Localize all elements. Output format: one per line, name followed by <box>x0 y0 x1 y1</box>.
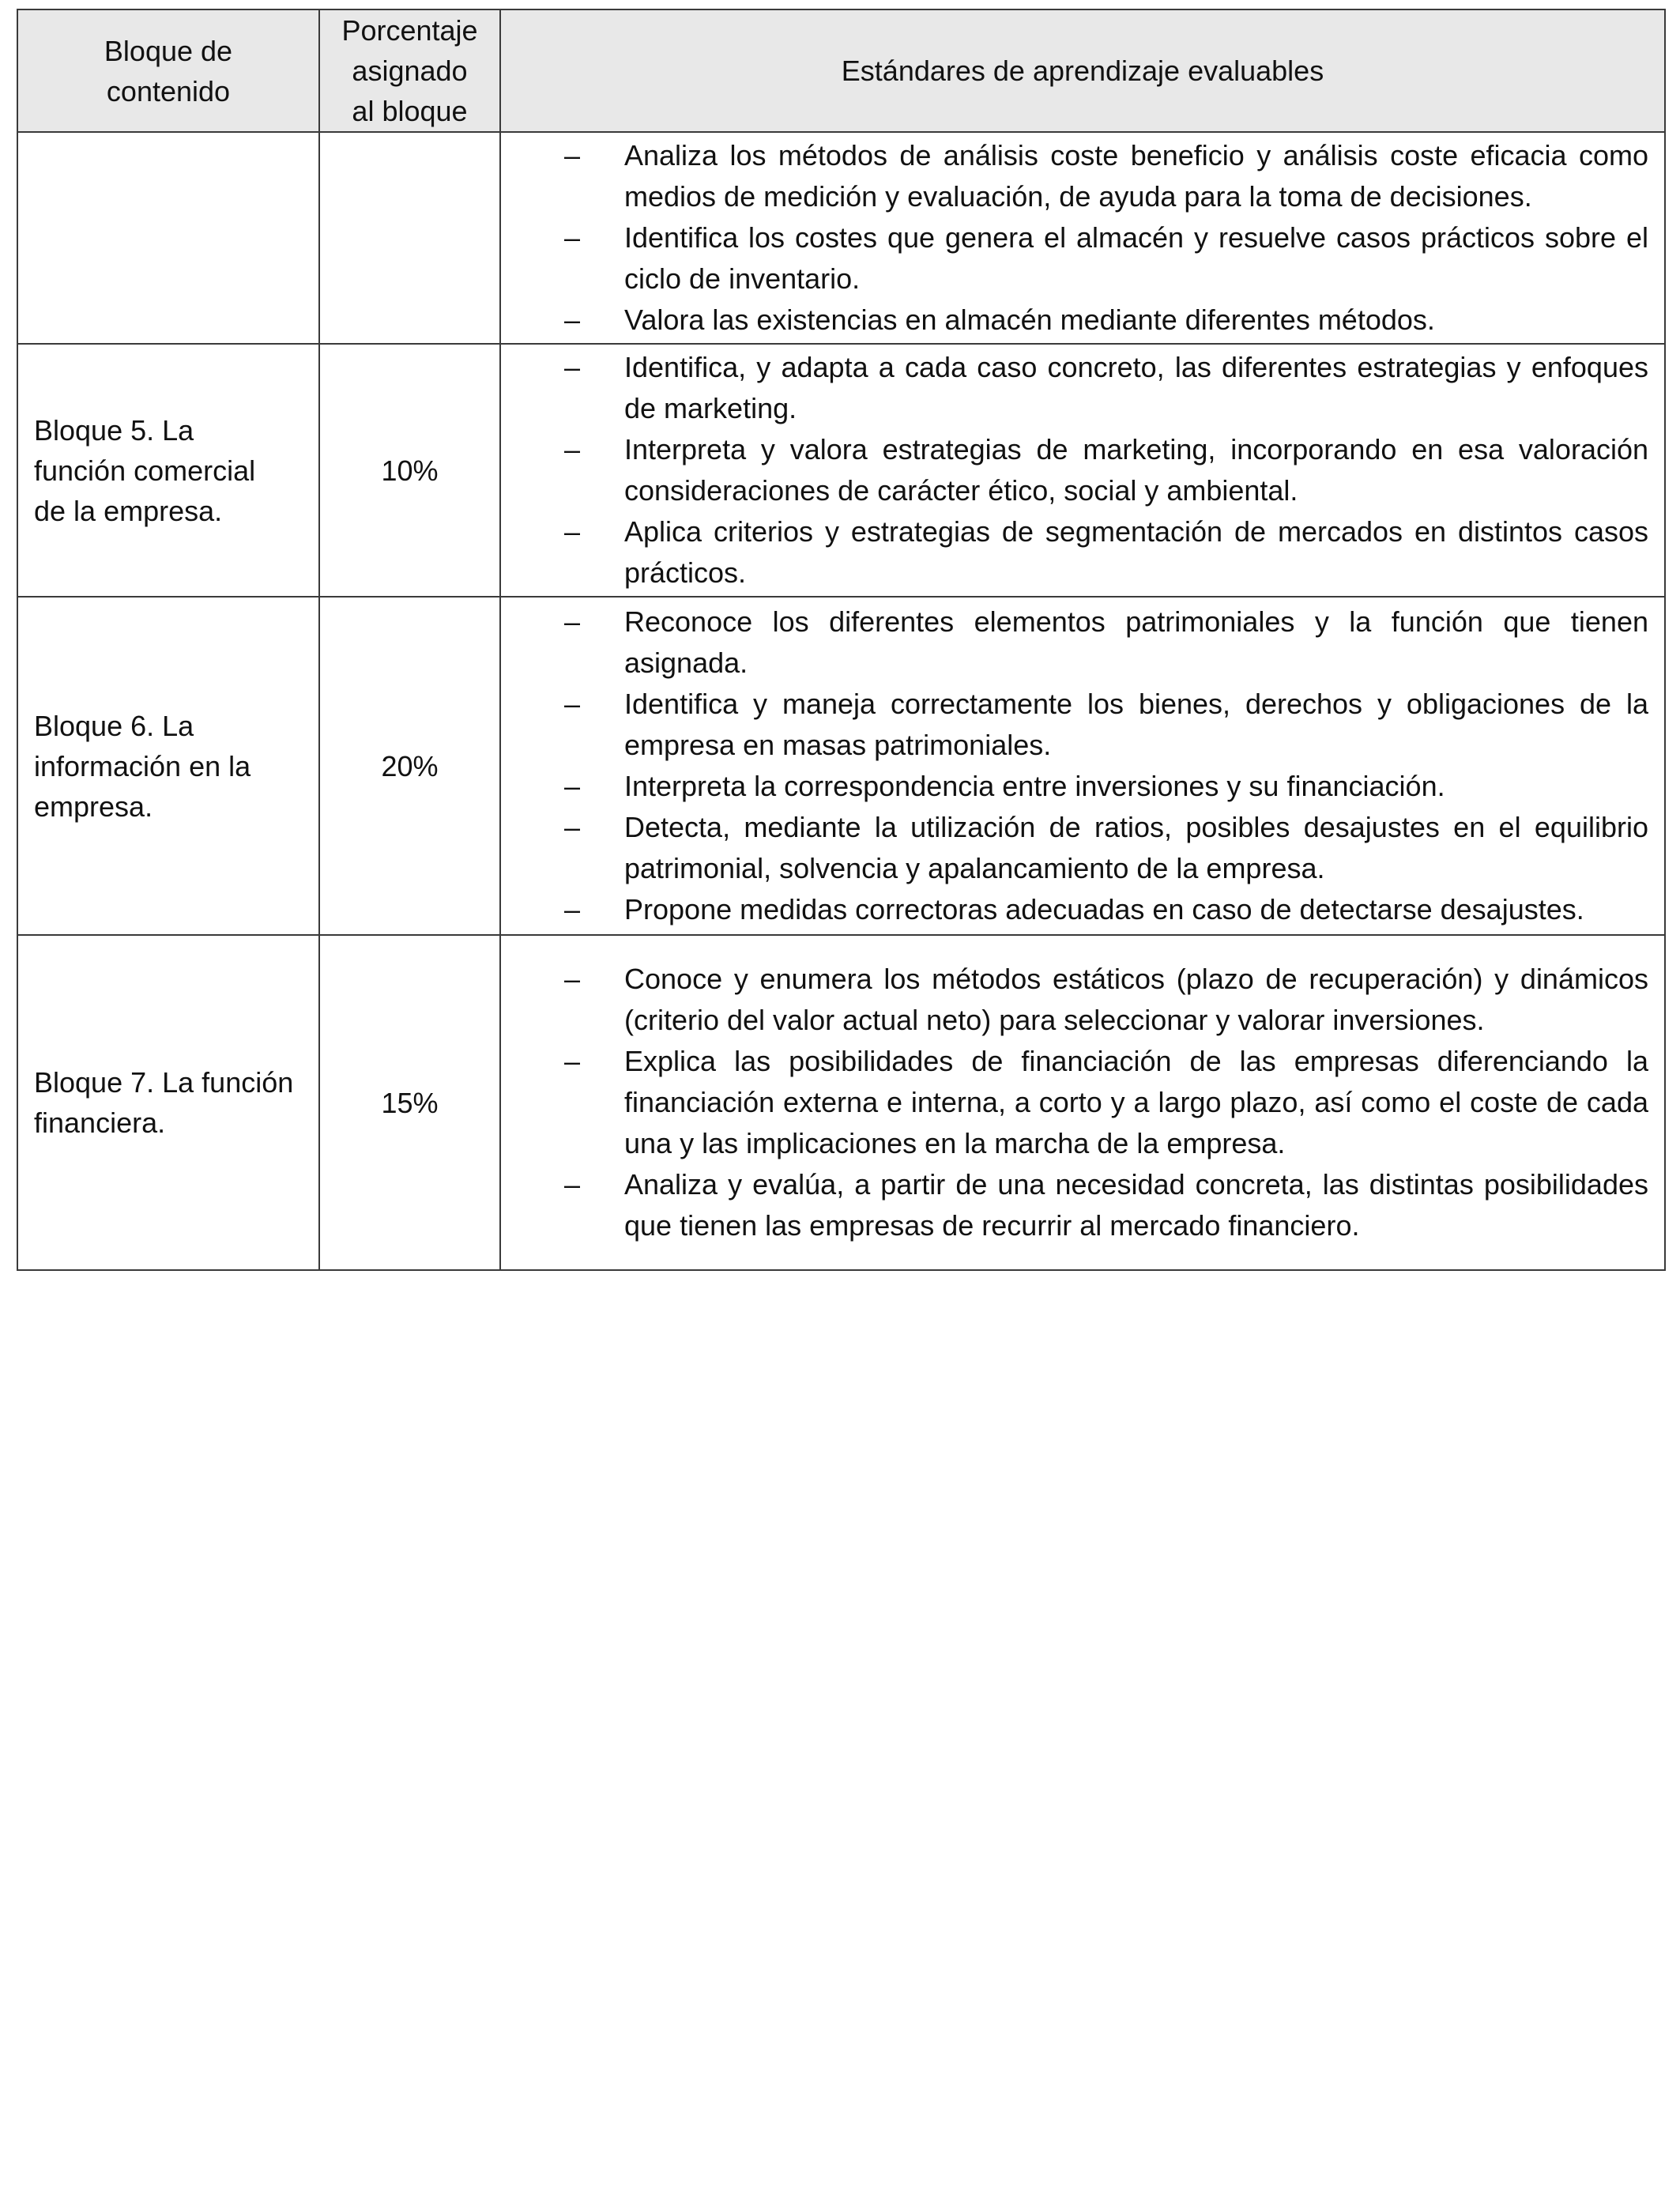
list-item <box>501 1164 1648 1246</box>
header-percentage: Porcentaje asignado al bloque <box>319 9 500 132</box>
block-cell: Bloque 7. La función financiera. <box>17 935 319 1270</box>
dash-bullet: – <box>564 1045 581 1077</box>
percentage-cell: 10% <box>319 344 500 597</box>
standards-cell <box>500 597 1665 935</box>
percentage-cell <box>319 132 500 344</box>
list-item <box>501 889 1648 930</box>
standard-text: Conoce y enumera los métodos estáticos (plazo de recuperación) y dinámicos (criterio del valor actual neto) para seleccionar y valorar inversiones. <box>624 963 1648 1036</box>
dash-bullet: – <box>564 688 581 720</box>
list-item <box>501 601 1648 684</box>
standards-cell <box>500 935 1665 1270</box>
percentage-cell: 15% <box>319 935 500 1270</box>
table-row <box>17 344 1665 597</box>
standard-text: Propone medidas correctoras adecuadas en caso de detectarse desajustes. <box>624 893 1584 925</box>
standards-list <box>501 959 1648 1246</box>
table-row <box>17 132 1665 344</box>
header-standards: Estándares de aprendizaje evaluables <box>500 9 1665 132</box>
dash-bullet: – <box>564 433 581 466</box>
standard-text: Explica las posibilidades de financiación de las empresas diferenciando la financiación externa e interna, a corto y a largo plazo, así como el coste de cada una y las implicaciones en la marcha de la empresa. <box>624 1045 1648 1159</box>
dash-bullet: – <box>564 893 581 925</box>
standard-text: Interpreta la correspondencia entre inversiones y su financiación. <box>624 770 1445 802</box>
table-row <box>17 935 1665 1270</box>
block-cell <box>17 132 319 344</box>
standards-list <box>501 347 1648 594</box>
dash-bullet: – <box>564 605 581 638</box>
standard-text: Aplica criterios y estrategias de segmentación de mercados en distintos casos prácticos. <box>624 515 1648 589</box>
list-item <box>501 135 1648 217</box>
standard-text: Identifica los costes que genera el almacén y resuelve casos prácticos sobre el ciclo de inventario. <box>624 221 1648 295</box>
document-page <box>17 9 1664 1271</box>
standard-text: Analiza los métodos de análisis coste beneficio y análisis coste eficacia como medios de medición y evaluación, de ayuda para la toma de decisiones. <box>624 139 1648 213</box>
standard-text: Interpreta y valora estrategias de marketing, incorporando en esa valoración consideraciones de carácter ético, social y ambiental. <box>624 433 1648 507</box>
dash-bullet: – <box>564 963 581 995</box>
list-item <box>501 347 1648 429</box>
standard-text: Detecta, mediante la utilización de ratios, posibles desajustes en el equilibrio patrimonial, solvencia y apalancamiento de la empresa. <box>624 811 1648 884</box>
list-item <box>501 300 1648 341</box>
list-item <box>501 511 1648 594</box>
dash-bullet: – <box>564 351 581 383</box>
percentage-cell: 20% <box>319 597 500 935</box>
dash-bullet: – <box>564 221 581 254</box>
dash-bullet: – <box>564 1168 581 1201</box>
block-cell: Bloque 6. La información en la empresa. <box>17 597 319 935</box>
dash-bullet: – <box>564 515 581 548</box>
block-cell: Bloque 5. La función comercial de la empresa. <box>17 344 319 597</box>
dash-bullet: – <box>564 770 581 802</box>
table-header-row <box>17 9 1665 132</box>
standards-table <box>17 9 1666 1271</box>
standards-cell <box>500 344 1665 597</box>
list-item <box>501 766 1648 807</box>
standards-list <box>501 135 1648 341</box>
list-item <box>501 959 1648 1041</box>
list-item <box>501 807 1648 889</box>
table-row <box>17 597 1665 935</box>
dash-bullet: – <box>564 139 581 172</box>
dash-bullet: – <box>564 811 581 843</box>
list-item <box>501 217 1648 300</box>
standard-text: Reconoce los diferentes elementos patrimoniales y la función que tienen asignada. <box>624 605 1648 679</box>
standard-text: Valora las existencias en almacén mediante diferentes métodos. <box>624 303 1435 336</box>
standard-text: Identifica, y adapta a cada caso concreto, las diferentes estrategias y enfoques de marketing. <box>624 351 1648 424</box>
list-item <box>501 1041 1648 1164</box>
standard-text: Analiza y evalúa, a partir de una necesidad concreta, las distintas posibilidades que tienen las empresas de recurrir al mercado financiero. <box>624 1168 1648 1242</box>
list-item <box>501 429 1648 511</box>
standards-cell <box>500 132 1665 344</box>
standards-list <box>501 601 1648 930</box>
dash-bullet: – <box>564 303 581 336</box>
header-block: Bloque de contenido <box>17 9 319 132</box>
standard-text: Identifica y maneja correctamente los bienes, derechos y obligaciones de la empresa en masas patrimoniales. <box>624 688 1648 761</box>
list-item <box>501 684 1648 766</box>
